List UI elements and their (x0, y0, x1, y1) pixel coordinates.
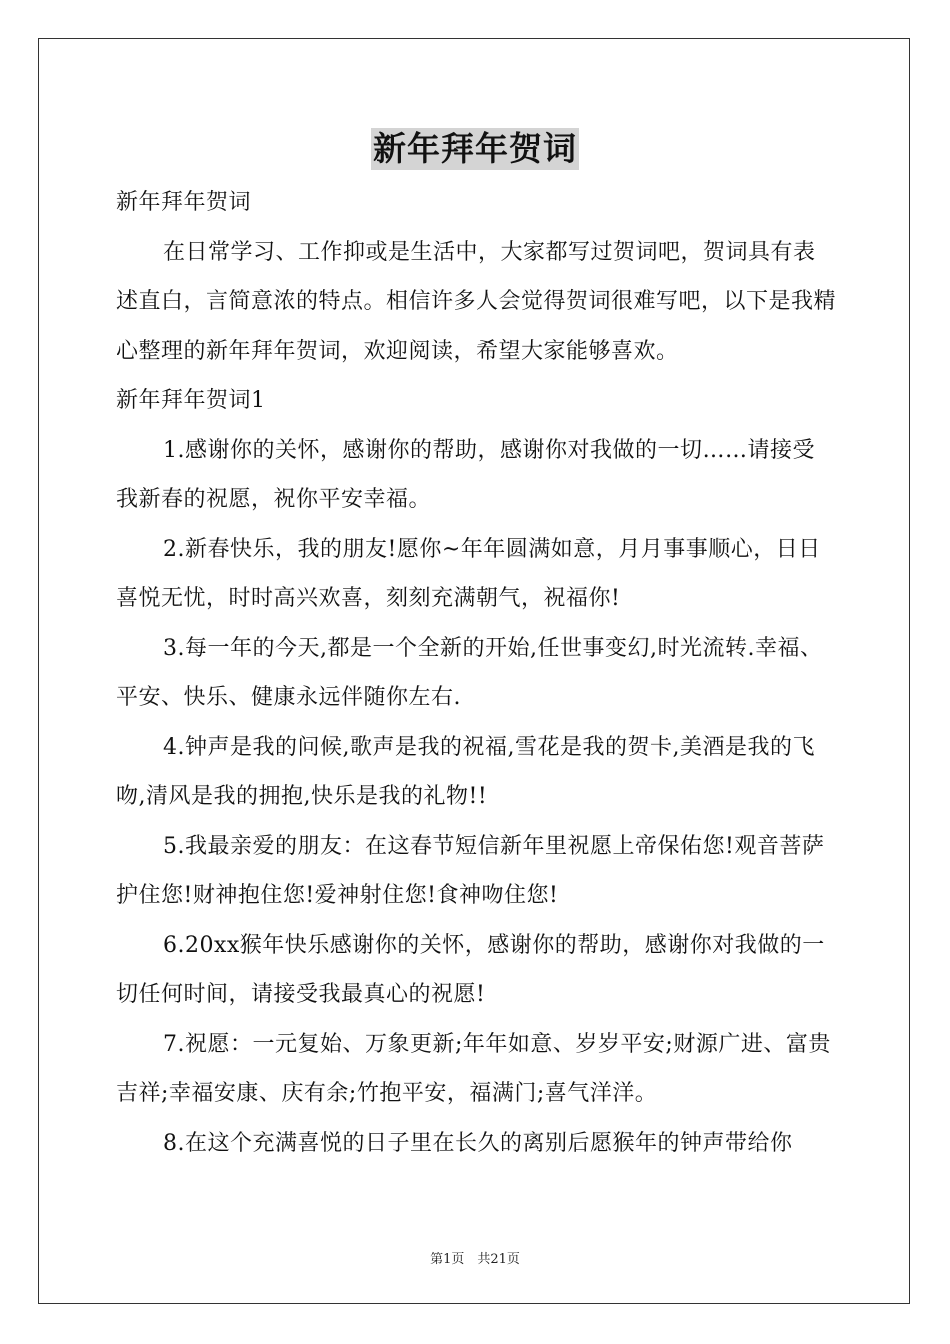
section-heading: 新年拜年贺词1 (116, 388, 266, 413)
greeting-item: 2.新春快乐，我的朋友!愿你~年年圆满如意，月月事事顺心，日日喜悦无忧，时时高兴欢喜，刻刻充满朝气，祝福你! (116, 536, 821, 611)
greeting-item: 1.感谢你的关怀，感谢你的帮助，感谢你对我做的一切……请接受我新春的祝愿，祝你平安幸福。 (116, 437, 815, 512)
greeting-item: 3.每一年的今天,都是一个全新的开始,任世事变幻,时光流转.幸福、平安、快乐、健康永远伴随你左右. (116, 635, 823, 710)
document-title: 新年拜年贺词 (373, 129, 577, 168)
page-number: 第1页 共21页 (430, 1252, 520, 1267)
intro-paragraph: 在日常学习、工作抑或是生活中，大家都写过贺词吧，贺词具有表述直白，言简意浓的特点。相信许多人会觉得贺词很难写吧，以下是我精心整理的新年拜年贺词，欢迎阅读，希望大家能够喜欢。 (116, 239, 837, 364)
greeting-item: 5.我最亲爱的朋友：在这春节短信新年里祝愿上帝保佑您!观音菩萨护住您!财神抱住您!爱神射住您!食神吻住您! (116, 833, 825, 908)
greeting-item: 7.祝愿：一元复始、万象更新;年年如意、岁岁平安;财源广进、富贵吉祥;幸福安康、庆有余;竹抱平安，福满门;喜气洋洋。 (116, 1031, 831, 1106)
greeting-item: 4.钟声是我的问候,歌声是我的祝福,雪花是我的贺卡,美酒是我的飞吻,清风是我的拥抱,快乐是我的礼物!! (116, 734, 815, 809)
greeting-item: 6.20xx猴年快乐感谢你的关怀，感谢你的帮助，感谢你对我做的一切任何时间，请接受我最真心的祝愿! (116, 932, 825, 1007)
page-footer (0, 1248, 950, 1267)
title-container (0, 128, 950, 170)
document-body (116, 178, 836, 1168)
document-subtitle: 新年拜年贺词 (116, 190, 252, 215)
greeting-item: 8.在这个充满喜悦的日子里在长久的离别后愿猴年的钟声带给你 (163, 1130, 793, 1156)
